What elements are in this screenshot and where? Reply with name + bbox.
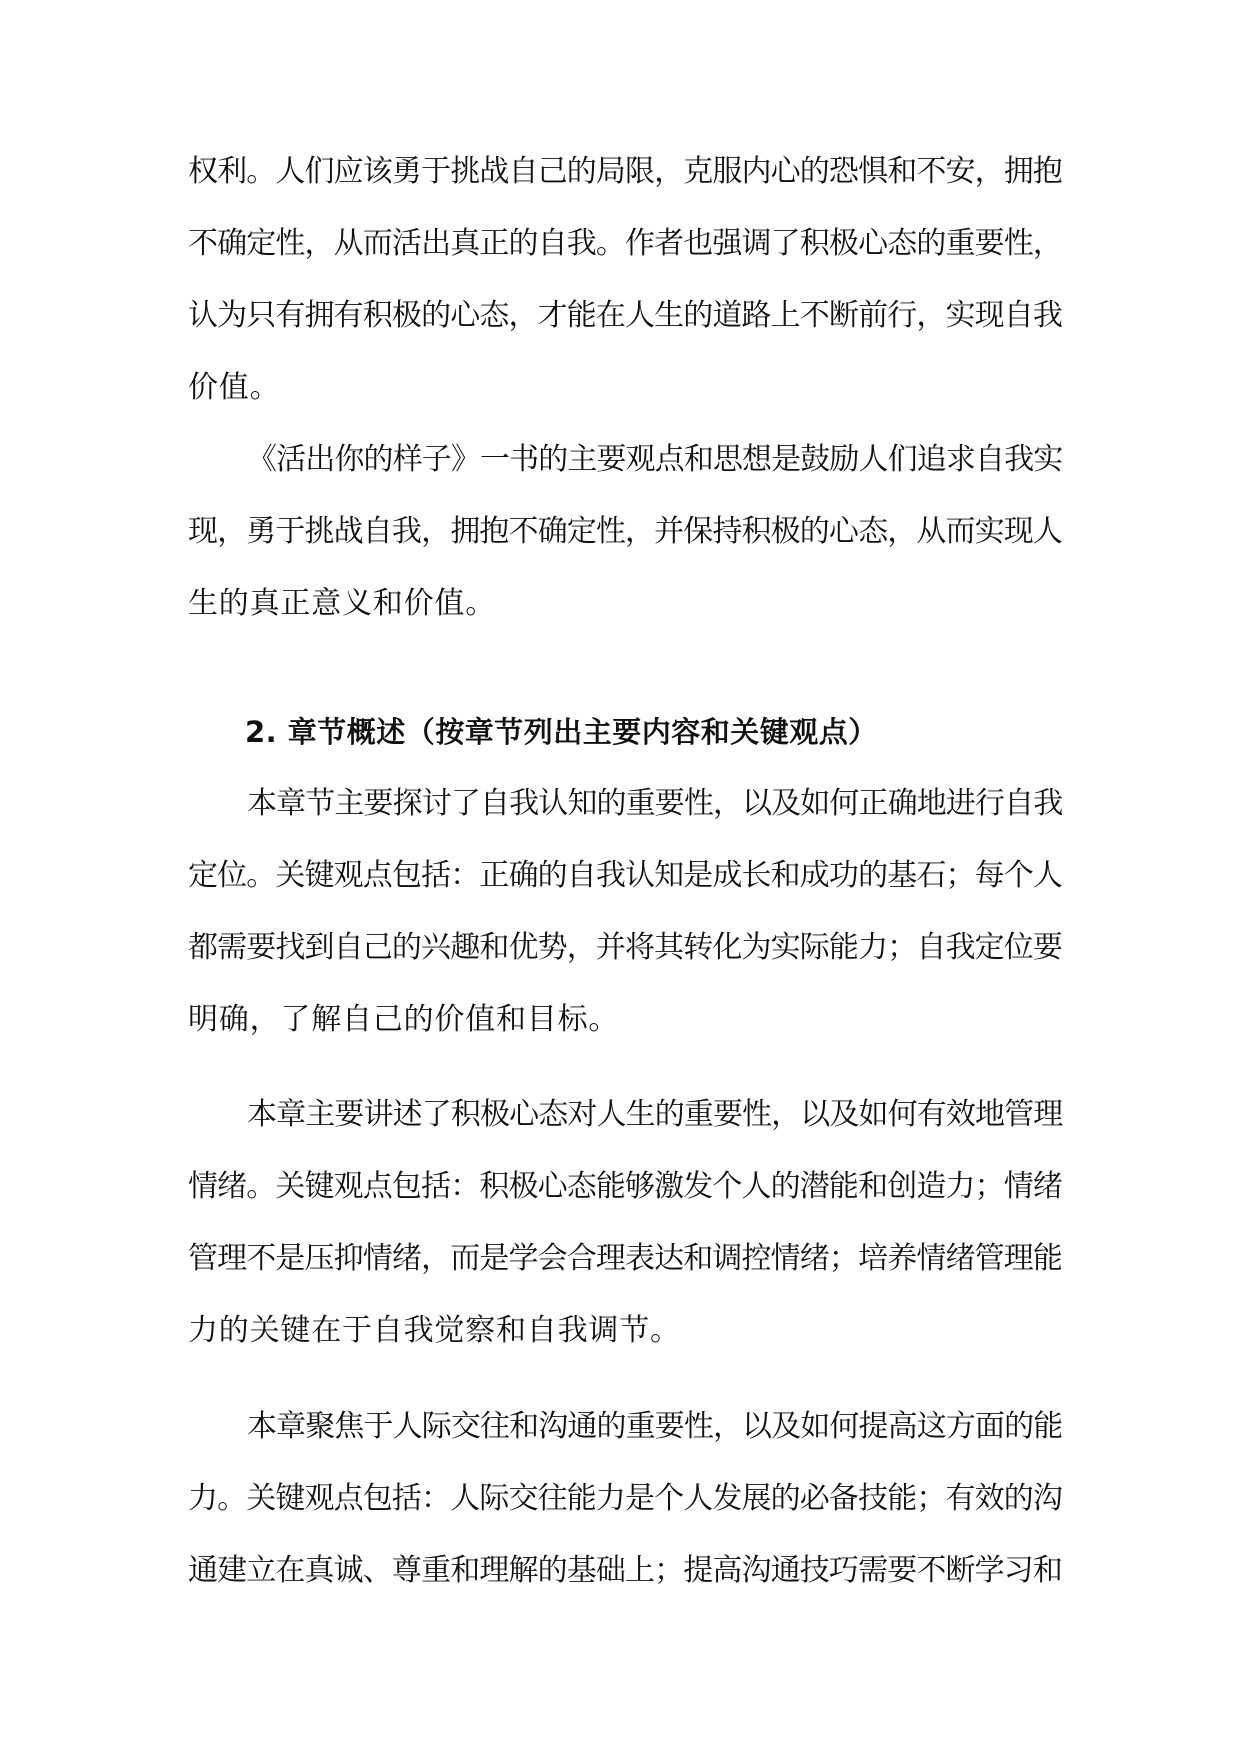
paragraph-line: 本章主要讲述了积极心态对人生的重要性，以及如何有效地管理 (247, 1097, 1063, 1132)
paragraph-line: 权利。人们应该勇于挑战自己的局限，克服内心的恐惧和不安，拥抱 (188, 154, 1062, 189)
paragraph-line: 都需要找到自己的兴趣和优势，并将其转化为实际能力；自我定位要 (188, 930, 1062, 965)
paragraph-line: 本章聚焦于人际交往和沟通的重要性，以及如何提高这方面的能 (247, 1409, 1063, 1444)
paragraph-line: 价值。 (188, 370, 281, 405)
paragraph-line: 《活出你的样子》一书的主要观点和思想是鼓励人们追求自我实 (247, 442, 1063, 477)
paragraph-line: 现，勇于挑战自我，拥抱不确定性，并保持积极的心态，从而实现人 (188, 514, 1062, 549)
section-heading: 2. 章节概述（按章节列出主要内容和关键观点） (245, 715, 878, 749)
paragraph-line: 明确，了解自己的价值和目标。 (188, 1002, 620, 1037)
paragraph-line: 认为只有拥有积极的心态，才能在人生的道路上不断前行，实现自我 (188, 298, 1062, 333)
paragraph-line: 本章节主要探讨了自我认知的重要性，以及如何正确地进行自我 (247, 786, 1063, 821)
paragraph-line: 情绪。关键观点包括：积极心态能够激发个人的潜能和创造力；情绪 (188, 1169, 1062, 1204)
paragraph-line: 管理不是压抑情绪，而是学会合理表达和调控情绪；培养情绪管理能 (188, 1241, 1062, 1276)
paragraph-line: 力的关键在于自我觉察和自我调节。 (188, 1313, 681, 1348)
paragraph-line: 生的真正意义和价值。 (188, 586, 496, 621)
paragraph-line: 通建立在真诚、尊重和理解的基础上；提高沟通技巧需要不断学习和 (188, 1553, 1062, 1588)
paragraph-line: 定位。关键观点包括：正确的自我认知是成长和成功的基石；每个人 (188, 858, 1062, 893)
paragraph-line: 力。关键观点包括：人际交往能力是个人发展的必备技能；有效的沟 (188, 1481, 1062, 1516)
paragraph-line: 不确定性，从而活出真正的自我。作者也强调了积极心态的重要性， (188, 226, 1062, 261)
